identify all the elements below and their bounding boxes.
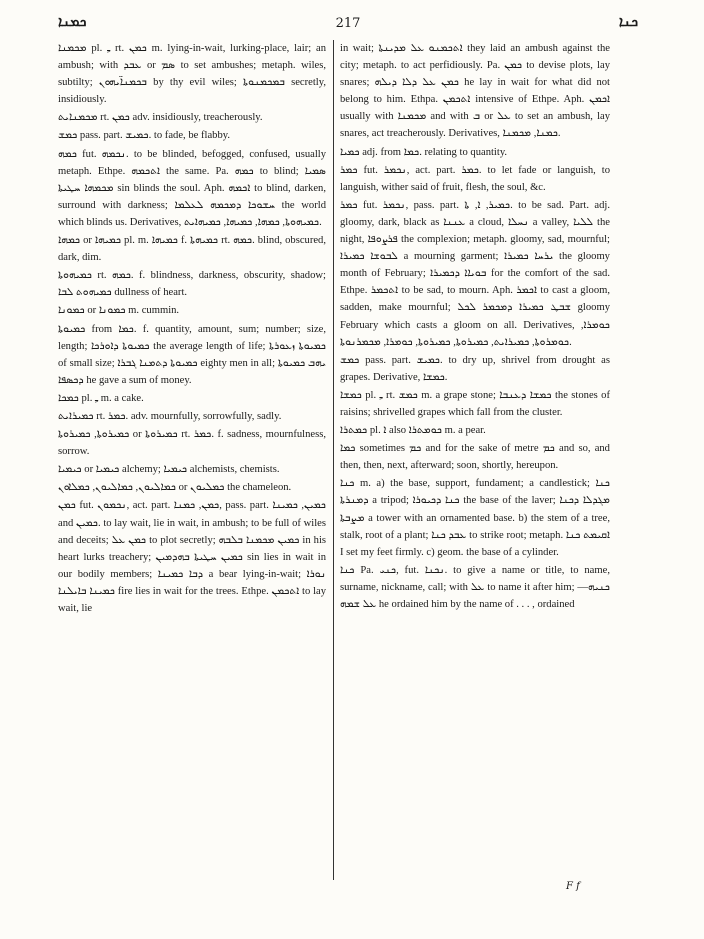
dictionary-entry: ܟܡܪ fut. ܢܟܡܪ, act. part. ܟܡܪ. to let fade or languish, to languish, wither said of fruit, flesh, the soul, &c. [340, 164, 610, 193]
page-number: 217 [335, 16, 361, 31]
dictionary-entry: ܟܢܐ m. a) the base, support, fundament; a candlestick; ܟܢܐ ܕܡܢܪܬܐ a tripod; ܟܢܐ ܕܟܝܘܪܐ the base of the laver; ܡܓܕܠܐ ܕܟܢܐ ܡܨܒܬܐ a tower with an ornamented base. b) the stem of a tree, stalk, root of a plant; ܥܒܕ ܟܢܐ to strike root; metaph. ܐܩܝܡܬ ܟܢܐ I set my feet firmly. c) geom. the base of a cylinder. [340, 478, 611, 558]
dictionary-entry: ܟܡܗܐ or ܟܡܝܗܐ pl. m. ܟܡܝܗܐ f. ܟܡܝܗܬܐ rt. ܟܡܗ. blind, obscured, dark, dim. [58, 235, 326, 264]
dictionary-entry: ܟܡܝܪܘܬܐ, ܟܡܝܪܘܬܐ or ܟܡܝܪܘܬܐ rt. ܟܡܪ. f. sadness, mournfulness, sorrow. [58, 429, 326, 458]
dictionary-entry: ܡܟܡܢܐܝܬ rt. ܟܡܢ adv. insidiously, treacherously. [58, 112, 263, 124]
dictionary-entry: ܟܡܝܗܘܬܐ rt. ܟܡܗ. f. blindness, darkness, obscurity, shadow; ܟܡܝܗܘܬ ܠܒܐ dullness of heart. [58, 270, 326, 299]
dictionary-entry: ܟܡܬܪܐ pl. ܐ also ܟܘܡܬܪܐ m. a pear. [340, 425, 486, 437]
left-column [58, 40, 326, 618]
dictionary-entry: ܟܡܪ fut. ܢܟܡܪ, pass. part. ܟܡܝܪ, ܐ, ܬܐ. to be sad. Part. adj. gloomy, dark, black as ܥܢܢܐ a cloud, ܢܚܠܐ a valley, ܠܠܝܐ the night, ܦܪܨܘܦܐ the complexion; metaph. gloomy, sad, mournful; ܠܒܘܫܐ ܟܡܝܪܐ a mourning garment; ܝܪܚܐ ܟܡܝܪܐ the gloomy month of February; ܒܘܝܐܐ ܕܟܡܝܪܐ for the comfort of the sad. Ethpe. ܐܬܟܡܪ to be sad, to mourn. Aph. ܐܟܡܪ to cast a gloom, sadden, make mournful; ܫܒܛ ܟܡܝܪܐ ܕܡܟܡܪ ܠܟܠ gloomy February which casts a gloom on all. Derivatives, ܟܘܡܪܐ, ܟܘܡܪܘܬܐ, ܟܡܝܪܐܝܬ, ܟܡܝܪܘܬܐ, ܟܡܝܪܘܬܐ, ܟܘܡܪܐ, ܡܟܡܪܢܘܬܐ. [340, 199, 610, 348]
dictionary-entry: ܟܡܝܪܐܝܬ rt. ܟܡܪ. adv. mournfully, sorrowfully, sadly. [58, 410, 282, 422]
dictionary-entry: ܡܟܡܢܐ pl. ـِ rt. ܟܡܢ m. lying-in-wait, lurking-place, lair; an ambush; with ܥܒܕ or ܣܡ to set ambushes; metaph. wiles, subtilty; ܒܟܡܢܐ̈ܝܗܘܢ by thy evil wiles; ܒܡܟܡܢܘܬܐ secretly, insidiously. [58, 43, 326, 106]
dictionary-entry: ܟܡܫ pass. part. ܟܡܝܫ. to dry up, shrivel from drought as grapes. Derivative, ܟܡܫܐ. [340, 354, 610, 383]
dictionary-entry: ܟܡܫܐ pl. ـِ rt. ܟܡܫ m. a grape stone; ܟܡܫܐ ܕܥܢܒܐ the stones of raisins; shrivelled grapes which fall from the cluster. [340, 389, 611, 418]
dictionary-entry: ܟܡܗ fut. ܢܟܡܗ. to be blinded, befogged, confused, usually metaph. Ethpe. ܐܬܟܡܗ the same. Pa. ܟܡܗ to blind; ܣܡܝܐ ܡܟܡܗܐ ܚܛܝܬܐ sin blinds the soul. Aph. ܐܟܡܗ to blind, darken, surround with darkness; ܚܫܘܟܐ ܕܡܟܡܗ ܠܥܠܡܐ the world which blinds us. Derivatives, ܟܡܝܗܘܬܐ, ܟܡܗܐ, ܟܡܝܗܐ, ܟܡܝܗܐܝܬ. [58, 148, 327, 228]
dictionary-entry: ܟܡܘܢܐ or ܟܡܘܢܐ m. cummin. [58, 305, 180, 317]
running-head [58, 14, 638, 36]
running-head-right: ܟܢܐ [618, 14, 638, 30]
column-divider [333, 40, 334, 880]
dictionary-entry: ܟܡܐܠܝܘܢ, ܟܡܐܠܝܘܢ, ܟܡܠܐܘܢ or ܟܡܠܝܘܢ the chameleon. [58, 482, 292, 494]
dictionary-entry: ܟܡܫ pass. part. ܟܡܝܫ. to fade, be flabby. [58, 130, 230, 142]
dictionary-entry: in wait; ܐܬܟܡܢܘ ܥܠ ܡܕܝܢܬܐ they laid an ambush against the city; metaph. to act perfidiously. Pa. ܟܡܢ to devise plots, lay snares; ܟܡܢ ܥܠ ܕܠܐ ܕܝܠܗ he lay in wait for what did not belong to him. Ethpa. ܐܬܟܡܢ intensive of Ethpe. Aph. ܐܟܡܢ usually with ܡܟܡܢܐ and with ܒ or ܥܠ to set an ambush, lay snares, act treacherously. Derivatives, ܟܡܢܐ, ܡܟܡܢܐ. [340, 43, 611, 140]
dictionary-entry: ܟܢܐ Pa. ܟܢܝ, fut. ܢܟܢܐ. to give a name or title, to name, surname, nickname, call; with ܥܠ to name it after him; ܟܢܝܗ—ܥܠ ܫܡܗ he ordained him by the name of . . . , ordained [340, 564, 610, 610]
running-head-left: ܟܡܢܐ [58, 14, 87, 30]
dictionary-entry: ܟܡܟܐ pl. ـِ m. a cake. [58, 392, 144, 404]
dictionary-entry: ܟܝܡܝܐ or ܟܝܡܝܐ alchemy; ܟܝܡܝܐ alchemists, chemists. [58, 464, 280, 476]
dictionary-entry: ܟܡܢ fut. ܢܟܡܘܢ, act. part. ܟܡܢ, ܟܡܢܐ, pass. part. ܟܡܝܢ, ܟܡܝܢܐ and ܟܡܝܢ. to lay wait, lie in wait, in ambush; to be full of wiles and deceits; ܟܡܢ ܥܠ to plot secretly; ܟܡܝܢ ܡܟܡܢܐ ܒܠܒܗ in his heart lurks treachery; ܟܡܝܢ ܚܛܝܬܐ ܒܗܕܡܝܢ sin lies in wait in our bodily members; ܕܒܐ ܟܡܝܢܐ a bear lying-in-wait; ܢܘܪܐ ܟܡܝܢܐ ܒܐܝܠܢܐ fire lies in wait for the trees. Ethpe. ܐܬܟܡܢ to lay wait, lie [58, 500, 327, 614]
right-column [340, 40, 610, 614]
dictionary-entry: ܟܡܝܘܬܐ from ܟܡܐ. f. quantity, amount, sum; number; size, length; ܟܡܝܘܬܐ ܕܐܘܪܟܐ the average length of life; ܟܡܝܘܬܐ ܙܥܘܪܬܐ of small size; ܟܡܝܘܬܐ ܕܬܡܢܐ ܓܒܪܐ eighty men in all; ܝܗܒ ܟܡܝܘܬܐ ܕܟܣܦܐ he gave a sum of money. [58, 323, 326, 386]
dictionary-entry: ܟܡܝܐ adj. from ܟܡܐ. relating to quantity. [340, 146, 508, 158]
signature-mark: F f [566, 881, 580, 892]
dictionary-entry: ܟܡܐ sometimes ܟܡ and for the sake of metre ܟܡ and so, and then, then, next, afterward; soon, shortly, hereupon. [340, 443, 610, 472]
